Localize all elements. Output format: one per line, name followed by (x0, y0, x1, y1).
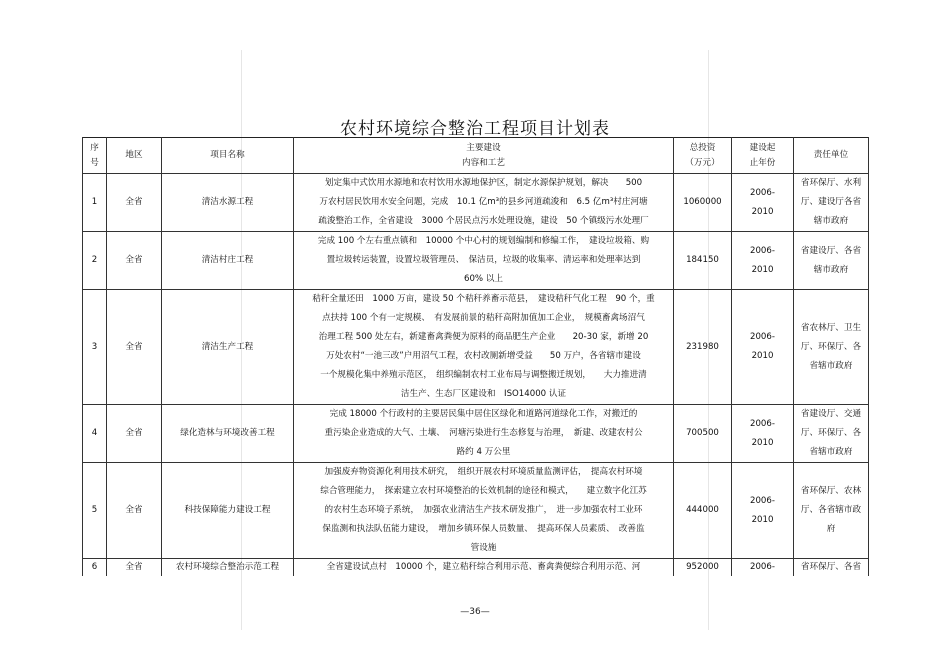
cell-project-name: 清洁水源工程 (162, 174, 294, 232)
cell-content: 加强废弃物资源化利用技术研究， 组织开展农村环境质量监测评估， 提高农村环境 综合管理能力， 探索建立农村环境整治的长效机制的途径和模式， 建立数字化江苏 的农村生态环境子系统， 加强农业清洁生产技术研发推广， 进一步加强农村工业环 保监测和执法队伍能力建设， 增加乡镇环保人员数量、 提高环保人员素质、 改善监 管设施 (294, 463, 674, 559)
header-investment: 总投资 （万元） (674, 138, 732, 174)
header-content: 主要建设 内容和工艺 (294, 138, 674, 174)
header-region: 地区 (107, 138, 162, 174)
cell-investment: 700500 (674, 405, 732, 463)
table-row (83, 290, 869, 405)
cell-investment: 444000 (674, 463, 732, 559)
cell-responsible: 省建设厅、交通 厅、环保厅、各 省辖市政府 (794, 405, 869, 463)
cell-content: 完成 18000 个行政村的主要居民集中居住区绿化和道路河道绿化工作，对搬迁的 重污染企业造成的大气、土壤、 河塘污染进行生态修复与治理， 新建、改建农村公 路约 4 万公里 (294, 405, 674, 463)
cell-seq: 6 (83, 559, 107, 577)
cell-region: 全省 (107, 232, 162, 290)
cell-region: 全省 (107, 290, 162, 405)
cell-region: 全省 (107, 174, 162, 232)
cell-investment: 231980 (674, 290, 732, 405)
cell-region: 全省 (107, 463, 162, 559)
cell-region: 全省 (107, 559, 162, 577)
table-header-row (83, 138, 869, 174)
cell-years: 2006- 2010 (732, 232, 794, 290)
cell-seq: 2 (83, 232, 107, 290)
cell-investment: 952000 (674, 559, 732, 577)
page-number: —36— (460, 607, 490, 617)
cell-responsible: 省环保厅、各省 (794, 559, 869, 577)
header-responsible: 责任单位 (794, 138, 869, 174)
cell-years: 2006- 2010 (732, 405, 794, 463)
header-seq: 序 号 (83, 138, 107, 174)
cell-responsible: 省环保厅、水利 厅、建设厅各省 辖市政府 (794, 174, 869, 232)
cell-investment: 184150 (674, 232, 732, 290)
cell-investment: 1060000 (674, 174, 732, 232)
cell-project-name: 清洁生产工程 (162, 290, 294, 405)
page-title: 农村环境综合整治工程项目计划表 (340, 119, 610, 139)
cell-years: 2006- 2010 (732, 290, 794, 405)
cell-project-name: 清洁村庄工程 (162, 232, 294, 290)
project-plan-table (82, 137, 869, 576)
table-row (83, 405, 869, 463)
cell-region: 全省 (107, 405, 162, 463)
cell-seq: 4 (83, 405, 107, 463)
cell-years: 2006- (732, 559, 794, 577)
cell-project-name: 农村环境综合整治示范工程 (162, 559, 294, 577)
cell-seq: 1 (83, 174, 107, 232)
cell-responsible: 省建设厅、各省 辖市政府 (794, 232, 869, 290)
cell-content: 全省建设试点村 10000 个，建立秸秆综合利用示范、畜禽粪便综合利用示范、河 (294, 559, 674, 577)
header-years: 建设起 止年份 (732, 138, 794, 174)
cell-years: 2006- 2010 (732, 174, 794, 232)
cell-seq: 3 (83, 290, 107, 405)
table-row (83, 174, 869, 232)
cell-content: 秸秆全量还田 1000 万亩，建设 50 个秸秆养畜示范县， 建设秸秆气化工程 90 个，重 点扶持 100 个有一定规模、 有发展前景的秸秆高附加值加工企业， 规模畜禽场沼气 治理工程 500 处左右，新建畜禽粪便为原料的商品肥生产企业 20-30 家，新增 20 万处农村“一池三改”户用沼气工程，农村改厕新增受益 50 万户，各省辖市建设 一个规模化集中养殖示范区， 组织编制农村工业布局与调整搬迁规划， 大力推进清 洁生产、生态厂区建设和 ISO14000 认证 (294, 290, 674, 405)
header-project-name: 项目名称 (162, 138, 294, 174)
cell-content: 完成 100 个左右重点镇和 10000 个中心村的规划编制和修编工作， 建设垃圾箱、购 置垃圾转运装置，设置垃圾管理员、 保洁员，垃圾的收集率、清运率和处理率达到 60% 以上 (294, 232, 674, 290)
cell-project-name: 绿化造林与环境改善工程 (162, 405, 294, 463)
cell-years: 2006- 2010 (732, 463, 794, 559)
cell-responsible: 省环保厅、农林 厅、各省辖市政 府 (794, 463, 869, 559)
table-row (83, 559, 869, 577)
cell-responsible: 省农林厅、卫生 厅、环保厅、各 省辖市政府 (794, 290, 869, 405)
cell-content: 划定集中式饮用水源地和农村饮用水源地保护区，制定水源保护规划，解决 500 万农村居民饮用水安全问题，完成 10.1 亿m³的县乡河道疏浚和 6.5 亿m³村庄河塘 疏浚整治工作，全省建设 3000 个居民点污水处理设施，建设 50 个镇级污水处理厂 (294, 174, 674, 232)
table-row (83, 463, 869, 559)
cell-seq: 5 (83, 463, 107, 559)
cell-project-name: 科技保障能力建设工程 (162, 463, 294, 559)
table-row (83, 232, 869, 290)
